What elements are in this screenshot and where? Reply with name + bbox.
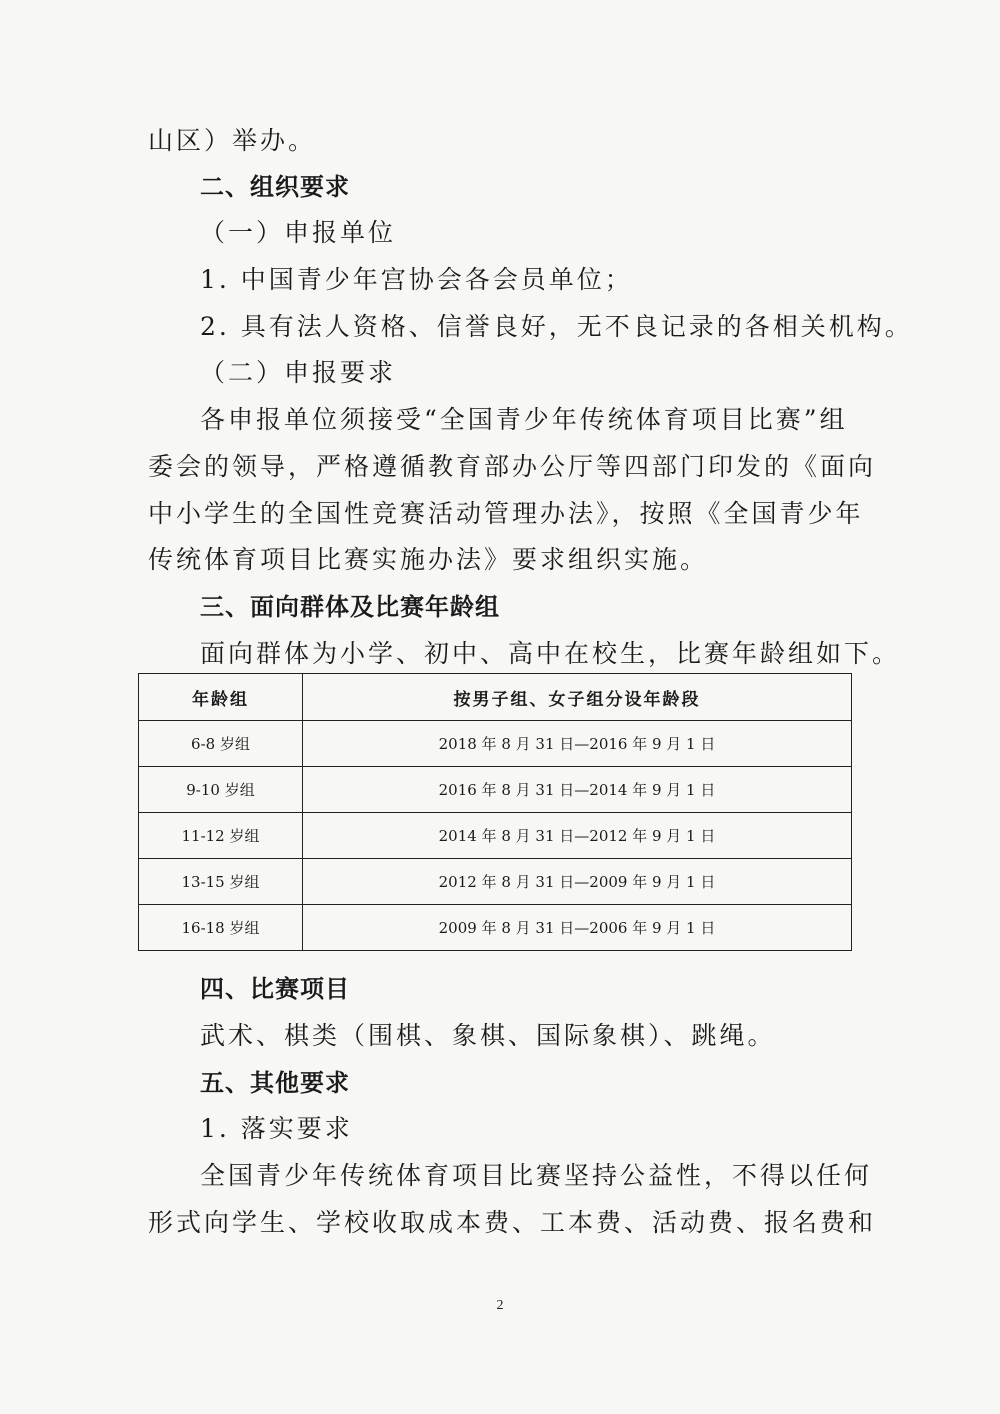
section-heading-5: 五、其他要求 (200, 1069, 350, 1097)
paragraph-line: 各申报单位须接受“全国青少年传统体育项目比赛”组 (200, 405, 848, 434)
date-range-cell: 2014 年 8 月 31 日—2012 年 9 月 1 日 (303, 813, 852, 859)
table-header-cell: 按男子组、女子组分设年龄段 (303, 674, 852, 721)
table-row (139, 905, 852, 951)
section-heading-2: 二、组织要求 (200, 173, 350, 201)
page-number: 2 (496, 1298, 504, 1313)
table-header-cell: 年龄组 (139, 674, 303, 721)
paragraph-line: 委会的领导，严格遵循教育部办公厅等四部门印发的《面向 (148, 452, 877, 481)
section-heading-4: 四、比赛项目 (200, 975, 350, 1003)
paragraph-line: 山区）举办。 (148, 126, 317, 155)
list-item: 2. 具有法人资格、信誉良好，无不良记录的各相关机构。 (200, 312, 913, 341)
table-row (139, 859, 852, 905)
subsection-heading: （二）申报要求 (200, 358, 397, 387)
paragraph-line: 形式向学生、学校收取成本费、工本费、活动费、报名费和 (148, 1208, 877, 1237)
subsection-heading: 1. 落实要求 (200, 1114, 353, 1143)
age-group-cell: 11-12 岁组 (139, 813, 303, 859)
age-group-cell: 16-18 岁组 (139, 905, 303, 951)
age-group-cell: 13-15 岁组 (139, 859, 303, 905)
subsection-heading: （一）申报单位 (200, 218, 397, 247)
date-range-cell: 2016 年 8 月 31 日—2014 年 9 月 1 日 (303, 767, 852, 813)
table-row (139, 767, 852, 813)
list-item: 1. 中国青少年宫协会各会员单位； (200, 265, 633, 294)
date-range-cell: 2012 年 8 月 31 日—2009 年 9 月 1 日 (303, 859, 852, 905)
table-header-row (139, 674, 852, 721)
paragraph-line: 面向群体为小学、初中、高中在校生，比赛年龄组如下。 (200, 639, 901, 668)
date-range-cell: 2018 年 8 月 31 日—2016 年 9 月 1 日 (303, 721, 852, 767)
age-group-cell: 9-10 岁组 (139, 767, 303, 813)
paragraph-line: 武术、棋类（围棋、象棋、国际象棋）、跳绳。 (200, 1021, 776, 1050)
paragraph-line: 中小学生的全国性竞赛活动管理办法》，按照《全国青少年 (148, 499, 864, 528)
age-group-cell: 6-8 岁组 (139, 721, 303, 767)
date-range-cell: 2009 年 8 月 31 日—2006 年 9 月 1 日 (303, 905, 852, 951)
paragraph-line: 传统体育项目比赛实施办法》要求组织实施。 (148, 545, 709, 574)
section-heading-3: 三、面向群体及比赛年龄组 (200, 593, 500, 621)
table-row (139, 813, 852, 859)
age-group-table (138, 673, 852, 951)
paragraph-line: 全国青少年传统体育项目比赛坚持公益性，不得以任何 (200, 1161, 873, 1190)
table-row (139, 721, 852, 767)
